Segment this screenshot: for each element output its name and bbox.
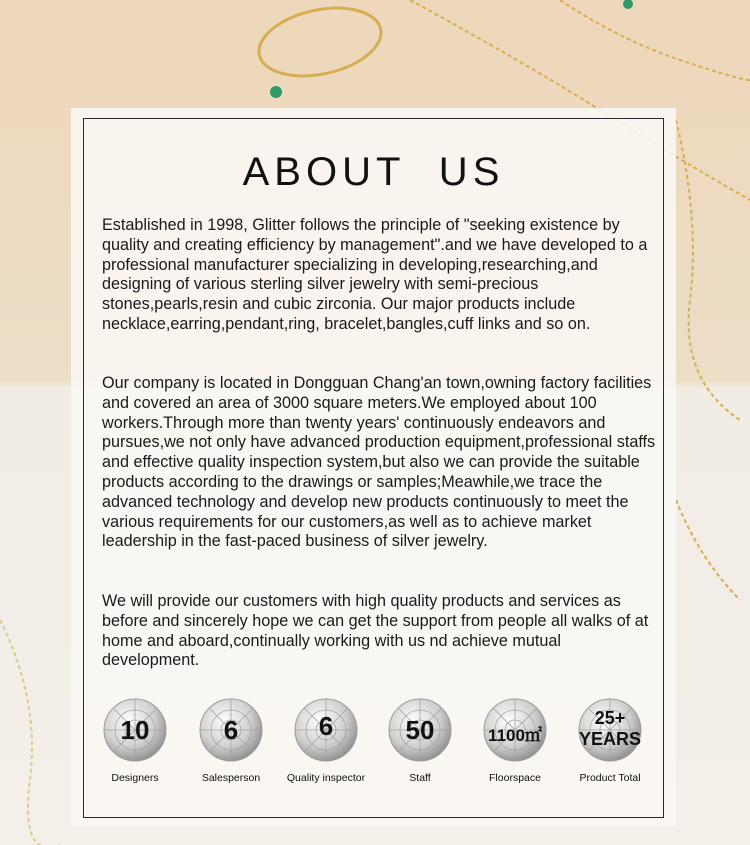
stat-value: 10 [120,715,150,745]
stat-staff [375,697,465,784]
stat-label: Floorspace [489,772,541,784]
stat-quality-inspector [281,697,371,784]
stat-label: Product Total [579,772,641,784]
stat-designers [90,697,180,784]
about-paragraph-2: Our company is located in Dongguan Chang'an town,owning factory facilities and covered an area of 3000 square meters.We employed about 100 workers.Through more than twenty years' continuously endeavors and pursues,we not only have advanced production equipment,professional staffs and effective quality inspection system,but also we can provide the suitable products according to the drawings or samples;Meawhile,we trace the advanced technology and develop new products continuously to meet the various requirements for our customers,as well as to achieve market leadership in the fast-paced business of silver jewelry. [102,374,656,551]
stat-value: 6 [318,711,334,741]
stat-floorspace [470,697,560,784]
stat-value: 25+ YEARS [578,708,641,749]
stat-value: 6 [223,715,239,745]
stat-label: Designers [111,772,159,784]
about-paragraph-1: Established in 1998, Glitter follows the principle of "seeking existence by quality and creating efficiency by management".and we have developed to a professional manufacturer specializing in developing,researching,and designing of various sterling silver jewelry with semi-precious stones,pearls,resin and cubic zirconia. Our major products include necklace,earring,pendant,ring, bracelet,bangles,cuff links and so on. [102,216,648,333]
stat-value: 50 [405,715,435,745]
stat-salesperson [186,697,276,784]
stat-label: Quality inspector [286,772,366,784]
stat-label: Salesperson [201,772,261,784]
stat-product-total [565,697,655,784]
page-title: ABOUT US [242,150,505,194]
stat-label: Staff [409,772,431,784]
stat-value: 1100㎡ [488,726,542,745]
about-paragraph-3: We will provide our customers with high quality products and services as before and sincerely hope we can get the support from people all walks of at home and aboard,continually working with us nd achieve mutual development. [102,592,649,670]
